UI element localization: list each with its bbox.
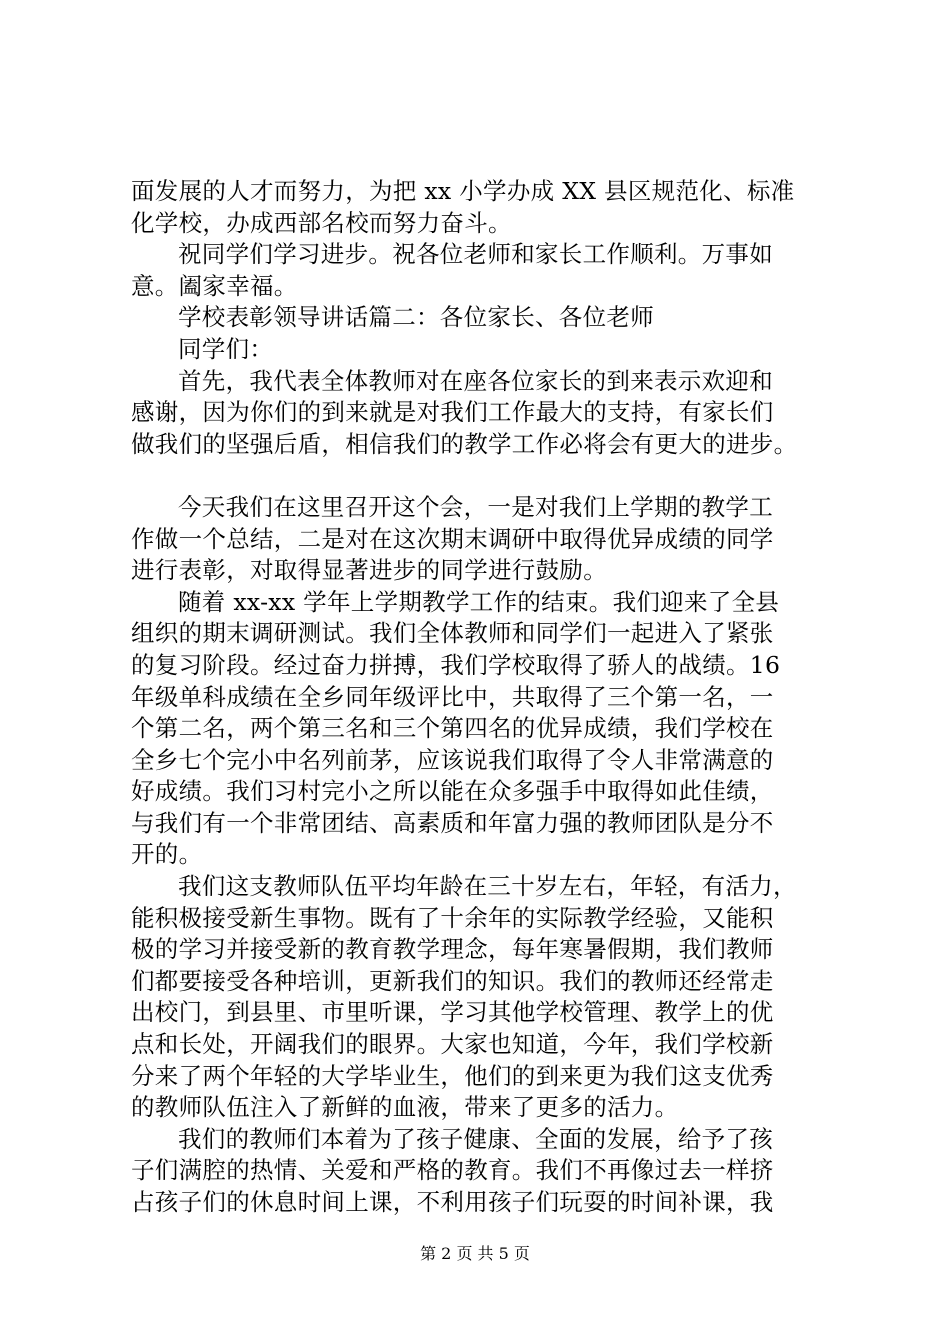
text-line: 的教师队伍注入了新鲜的血液，带来了更多的活力。 [131, 1093, 679, 1122]
text-line: 好成绩。我们习村完小之所以能在众多强手中取得如此佳绩， [131, 777, 774, 806]
blank-line [131, 460, 831, 492]
text-line: 做我们的坚强后盾，相信我们的教学工作必将会有更大的进步。 [131, 429, 798, 458]
text-line: 同学们： [178, 334, 274, 363]
text-line: 学校表彰领导讲话篇二：各位家长、各位老师 [178, 303, 654, 332]
text-line: 我们的教师们本着为了孩子健康、全面的发展，给予了孩 [178, 1124, 773, 1153]
text-line: 们都要接受各种培训，更新我们的知识。我们的教师还经常走 [131, 966, 774, 995]
text-line: 的复习阶段。经过奋力拼搏，我们学校取得了骄人的战绩。16 [131, 650, 781, 679]
text-line: 化学校，办成西部名校而努力奋斗。 [131, 208, 512, 237]
page-footer: 第 2 页 共 5 页 [420, 1244, 530, 1263]
document-body [131, 176, 831, 1219]
text-line: 个第二名，两个第三名和三个第四名的优异成绩，我们学校在 [131, 714, 774, 743]
text-line: 面发展的人才而努力，为把 xx 小学办成 XX 县区规范化、标准 [131, 177, 795, 205]
text-line: 开的。 [131, 840, 203, 869]
text-line: 全乡七个完小中名列前茅，应该说我们取得了令人非常满意的 [131, 745, 774, 774]
text-line: 意。阖家幸福。 [131, 271, 298, 300]
text-line: 随着 xx-xx 学年上学期教学工作的结束。我们迎来了全县 [178, 587, 780, 616]
text-line: 我们这支教师队伍平均年龄在三十岁左右，年轻，有活力， [178, 872, 797, 901]
text-line: 分来了两个年轻的大学毕业生，他们的到来更为我们这支优秀 [131, 1061, 774, 1090]
text-line: 组织的期末调研测试。我们全体教师和同学们一起进入了紧张 [131, 619, 774, 648]
text-line: 年级单科成绩在全乡同年级评比中，共取得了三个第一名，一 [131, 682, 774, 711]
text-line: 进行表彰，对取得显著进步的同学进行鼓励。 [131, 556, 607, 585]
text-line: 祝同学们学习进步。祝各位老师和家长工作顺利。万事如 [178, 240, 773, 269]
text-line: 点和长处，开阔我们的眼界。大家也知道，今年，我们学校新 [131, 1030, 774, 1059]
text-line: 能积极接受新生事物。既有了十余年的实际教学经验，又能积 [131, 903, 774, 932]
text-line: 首先，我代表全体教师对在座各位家长的到来表示欢迎和 [178, 366, 773, 395]
text-line: 今天我们在这里召开这个会，一是对我们上学期的教学工 [178, 492, 773, 521]
text-line: 出校门，到县里、市里听课，学习其他学校管理、教学上的优 [131, 998, 774, 1027]
text-line: 与我们有一个非常团结、高素质和年富力强的教师团队是分不 [131, 808, 774, 837]
text-line: 感谢，因为你们的到来就是对我们工作最大的支持，有家长们 [131, 398, 774, 427]
text-line: 子们满腔的热情、关爱和严格的教育。我们不再像过去一样挤 [131, 1156, 774, 1185]
text-line: 占孩子们的休息时间上课，不利用孩子们玩耍的时间补课，我 [131, 1188, 774, 1216]
text-line: 极的学习并接受新的教育教学理念，每年寒暑假期，我们教师 [131, 935, 774, 964]
text-line: 作做一个总结，二是对在这次期末调研中取得优异成绩的同学 [131, 524, 774, 553]
